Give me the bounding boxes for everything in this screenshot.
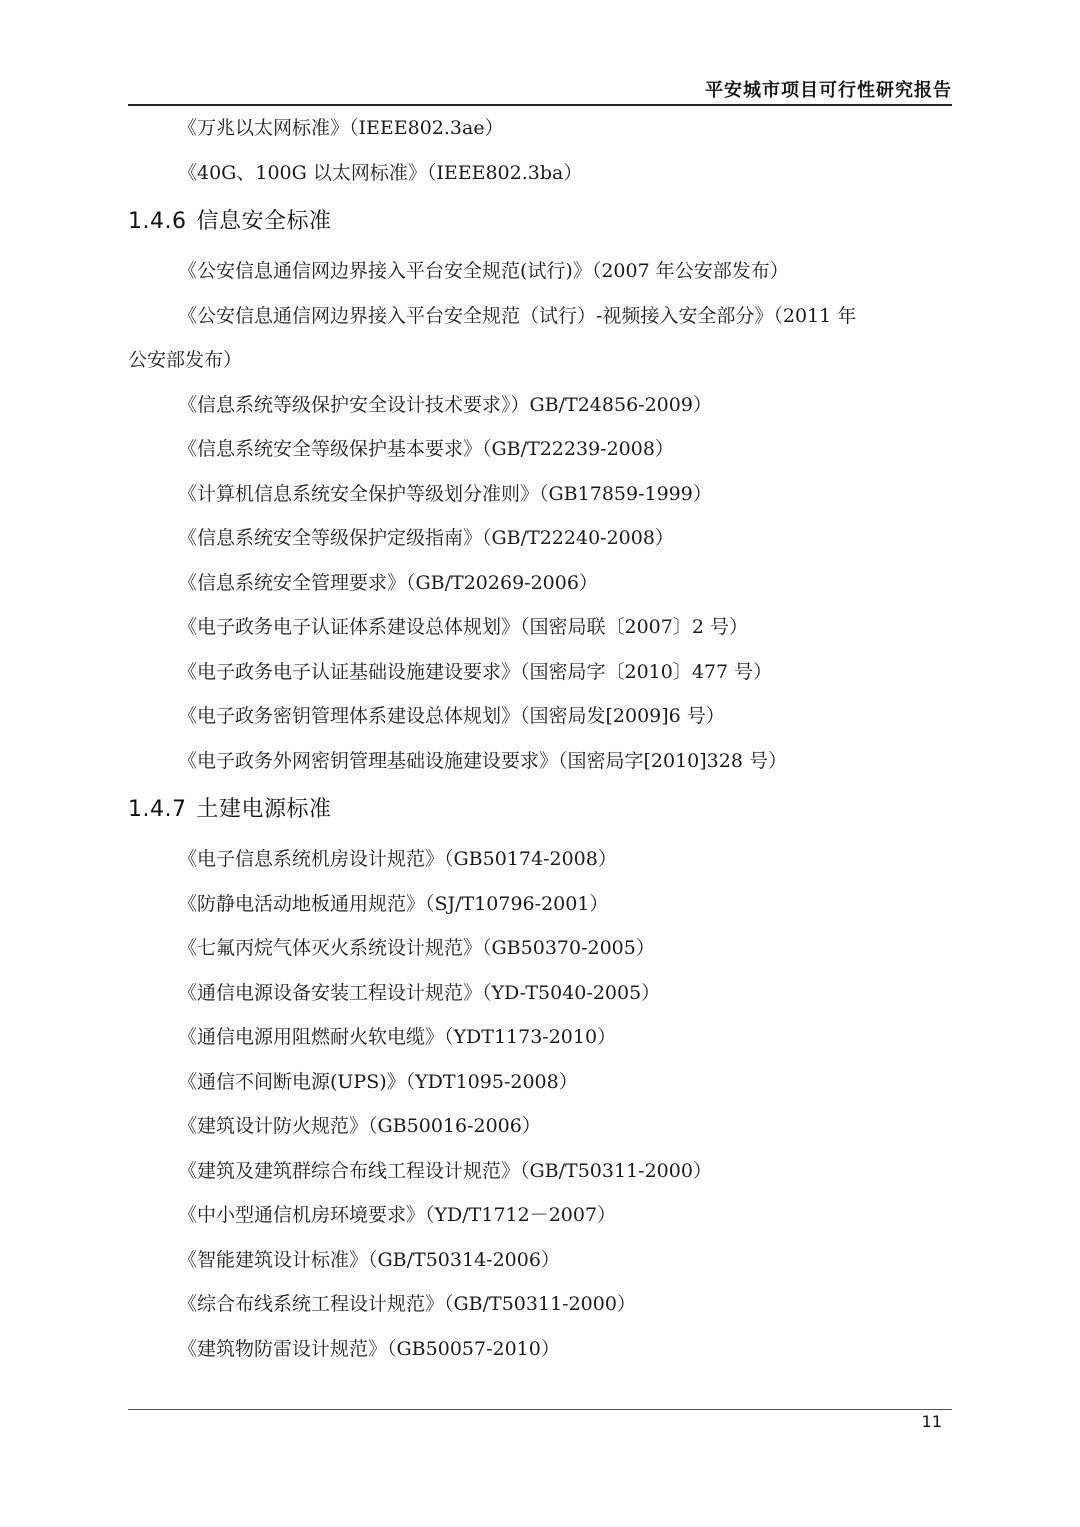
footer-rule <box>128 1409 952 1410</box>
standard-list-item: 《建筑物防雷设计规范》（GB50057-2010） <box>178 1337 560 1360</box>
standard-list-item: 《中小型通信机房环境要求》（YD/T1712－2007） <box>178 1204 617 1226</box>
standard-list-item: 《智能建筑设计标准》（GB/T50314-2006） <box>178 1248 560 1271</box>
list-item-continuation: 公安部发布） <box>128 349 243 371</box>
standard-list-item: 《通信电源设备安装工程设计规范》（YD-T5040-2005） <box>178 981 661 1004</box>
standard-list-item: 《电子政务密钥管理体系建设总体规划》（国密局发[2009]6 号） <box>178 705 725 727</box>
document-body <box>128 106 958 1371</box>
section-number: 1.4.7 <box>128 797 187 822</box>
standard-list-item: 《建筑设计防火规范》（GB50016-2006） <box>178 1115 541 1137</box>
standard-list-item: 《电子信息系统机房设计规范》（GB50174-2008） <box>178 848 617 870</box>
standard-list-item: 《防静电活动地板通用规范》（SJ/T10796-2001） <box>178 892 609 915</box>
standard-list-item: 《40G、100G 以太网标准》（IEEE802.3ba） <box>178 161 583 184</box>
standard-list-item: 《七氟丙烷气体灭火系统设计规范》（GB50370-2005） <box>178 937 655 959</box>
standard-list-item: 《综合布线系统工程设计规范》（GB/T50311-2000） <box>178 1293 636 1315</box>
section-heading <box>128 783 958 837</box>
section-number: 1.4.6 <box>128 209 187 234</box>
standard-list-item: 《电子政务电子认证体系建设总体规划》（国密局联〔2007〕2 号） <box>178 616 748 638</box>
standard-list-item: 《万兆以太网标准》（IEEE802.3ae） <box>178 117 504 139</box>
standard-list-item: 《通信不间断电源(UPS)》（YDT1095-2008） <box>178 1070 578 1093</box>
section-title: 土建电源标准 <box>196 797 332 822</box>
standard-list-item: 《公安信息通信网边界接入平台安全规范(试行)》（2007 年公安部发布） <box>178 260 789 282</box>
page-number: 11 <box>921 1412 942 1431</box>
standard-list-item: 《通信电源用阻燃耐火软电缆》（YDT1173-2010） <box>178 1026 617 1048</box>
running-header-title: 平安城市项目可行性研究报告 <box>705 80 952 101</box>
standard-list-item: 《电子政务电子认证基础设施建设要求》（国密局字〔2010〕477 号） <box>178 660 773 683</box>
standard-list-item: 《信息系统安全管理要求》（GB/T20269-2006） <box>178 571 598 594</box>
standard-list-item: 《信息系统等级保护安全设计技术要求》）GB/T24856-2009） <box>178 393 712 416</box>
standard-list-item: 《信息系统安全等级保护定级指南》（GB/T22240-2008） <box>178 527 674 549</box>
standard-list-item: 《信息系统安全等级保护基本要求》（GB/T22239-2008） <box>178 438 674 460</box>
standard-list-item: 《建筑及建筑群综合布线工程设计规范》（GB/T50311-2000） <box>178 1159 712 1182</box>
section-heading <box>128 195 958 249</box>
standard-list-item: 《计算机信息系统安全保护等级划分准则》（GB17859-1999） <box>178 482 712 505</box>
standard-list-item: 《电子政务外网密钥管理基础设施建设要求》（国密局字[2010]328 号） <box>178 749 787 772</box>
section-title: 信息安全标准 <box>196 209 332 234</box>
standard-list-item: 《公安信息通信网边界接入平台安全规范（试行）-视频接入安全部分》（2011 年 <box>178 304 857 327</box>
